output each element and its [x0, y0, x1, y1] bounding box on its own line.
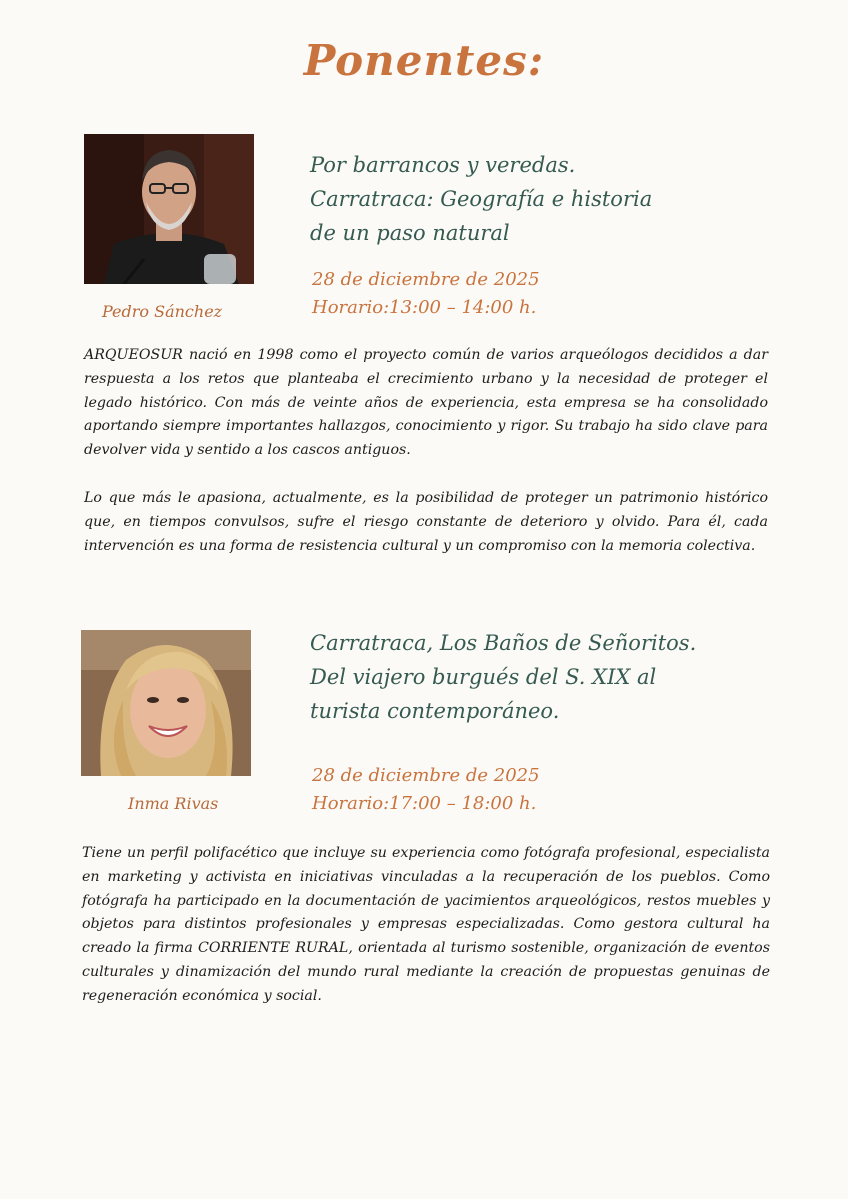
speaker-photo-inma	[81, 630, 251, 776]
talk-time: Horario:17:00 – 18:00 h.	[312, 793, 537, 814]
bio-paragraph: Tiene un perfil polifacético que incluye su experiencia como fotógrafa profesional, especialista en marketing y activista en iniciativas vinculadas a la recuperación de los pueblos. Como fotógrafa ha participado en la documentación de yacimientos arqueológicos, restos muebles y objetos para distintos profesionales y empresas especializadas. Como gestora cultural ha creado la firma CORRIENTE RURAL, orientada al turismo sostenible, organización de eventos culturales y dinamización del mundo rural mediante la creación de propuestas genuinas de regeneración económica y social.	[82, 845, 770, 1004]
talk-title-line: Carratraca: Geografía e historia	[310, 187, 653, 211]
speaker-bio	[82, 842, 770, 1033]
talk-schedule	[312, 762, 540, 818]
talk-time: Horario:13:00 – 14:00 h.	[312, 297, 537, 318]
talk-date: 28 de diciembre de 2025	[312, 269, 540, 290]
speaker-photo-pedro	[84, 134, 254, 284]
speaker-name: Inma Rivas	[128, 794, 219, 813]
bio-paragraph: Lo que más le apasiona, actualmente, es la posibilidad de proteger un patrimonio histórico que, en tiempos convulsos, sufre el riesgo constante de deterioro y olvido. Para él, cada intervención es una forma de resistencia cultural y un compromiso con la memoria colectiva.	[84, 489, 768, 554]
talk-title-line: Carratraca, Los Baños de Señoritos.	[310, 631, 697, 655]
talk-title-line: turista contemporáneo.	[310, 699, 560, 723]
talk-schedule	[312, 266, 540, 322]
talk-title	[310, 148, 770, 250]
talk-title-line: Del viajero burgués del S. XIX al	[310, 665, 657, 689]
talk-date: 28 de diciembre de 2025	[312, 765, 540, 786]
speaker-bio	[84, 344, 768, 582]
talk-title-line: Por barrancos y veredas.	[310, 153, 576, 177]
talk-title	[310, 626, 770, 728]
speaker-name: Pedro Sánchez	[102, 302, 223, 321]
page-title: Ponentes:	[303, 36, 545, 85]
bio-paragraph: ARQUEOSUR nació en 1998 como el proyecto común de varios arqueólogos decididos a dar respuesta a los retos que planteaba el crecimiento urbano y la necesidad de proteger el legado histórico. Con más de veinte años de experiencia, esta empresa se ha consolidado aportando siempre importantes hallazgos, conocimiento y rigor. Su trabajo ha sido clave para devolver vida y sentido a los cascos antiguos.	[84, 347, 768, 459]
talk-title-line: de un paso natural	[310, 221, 510, 245]
